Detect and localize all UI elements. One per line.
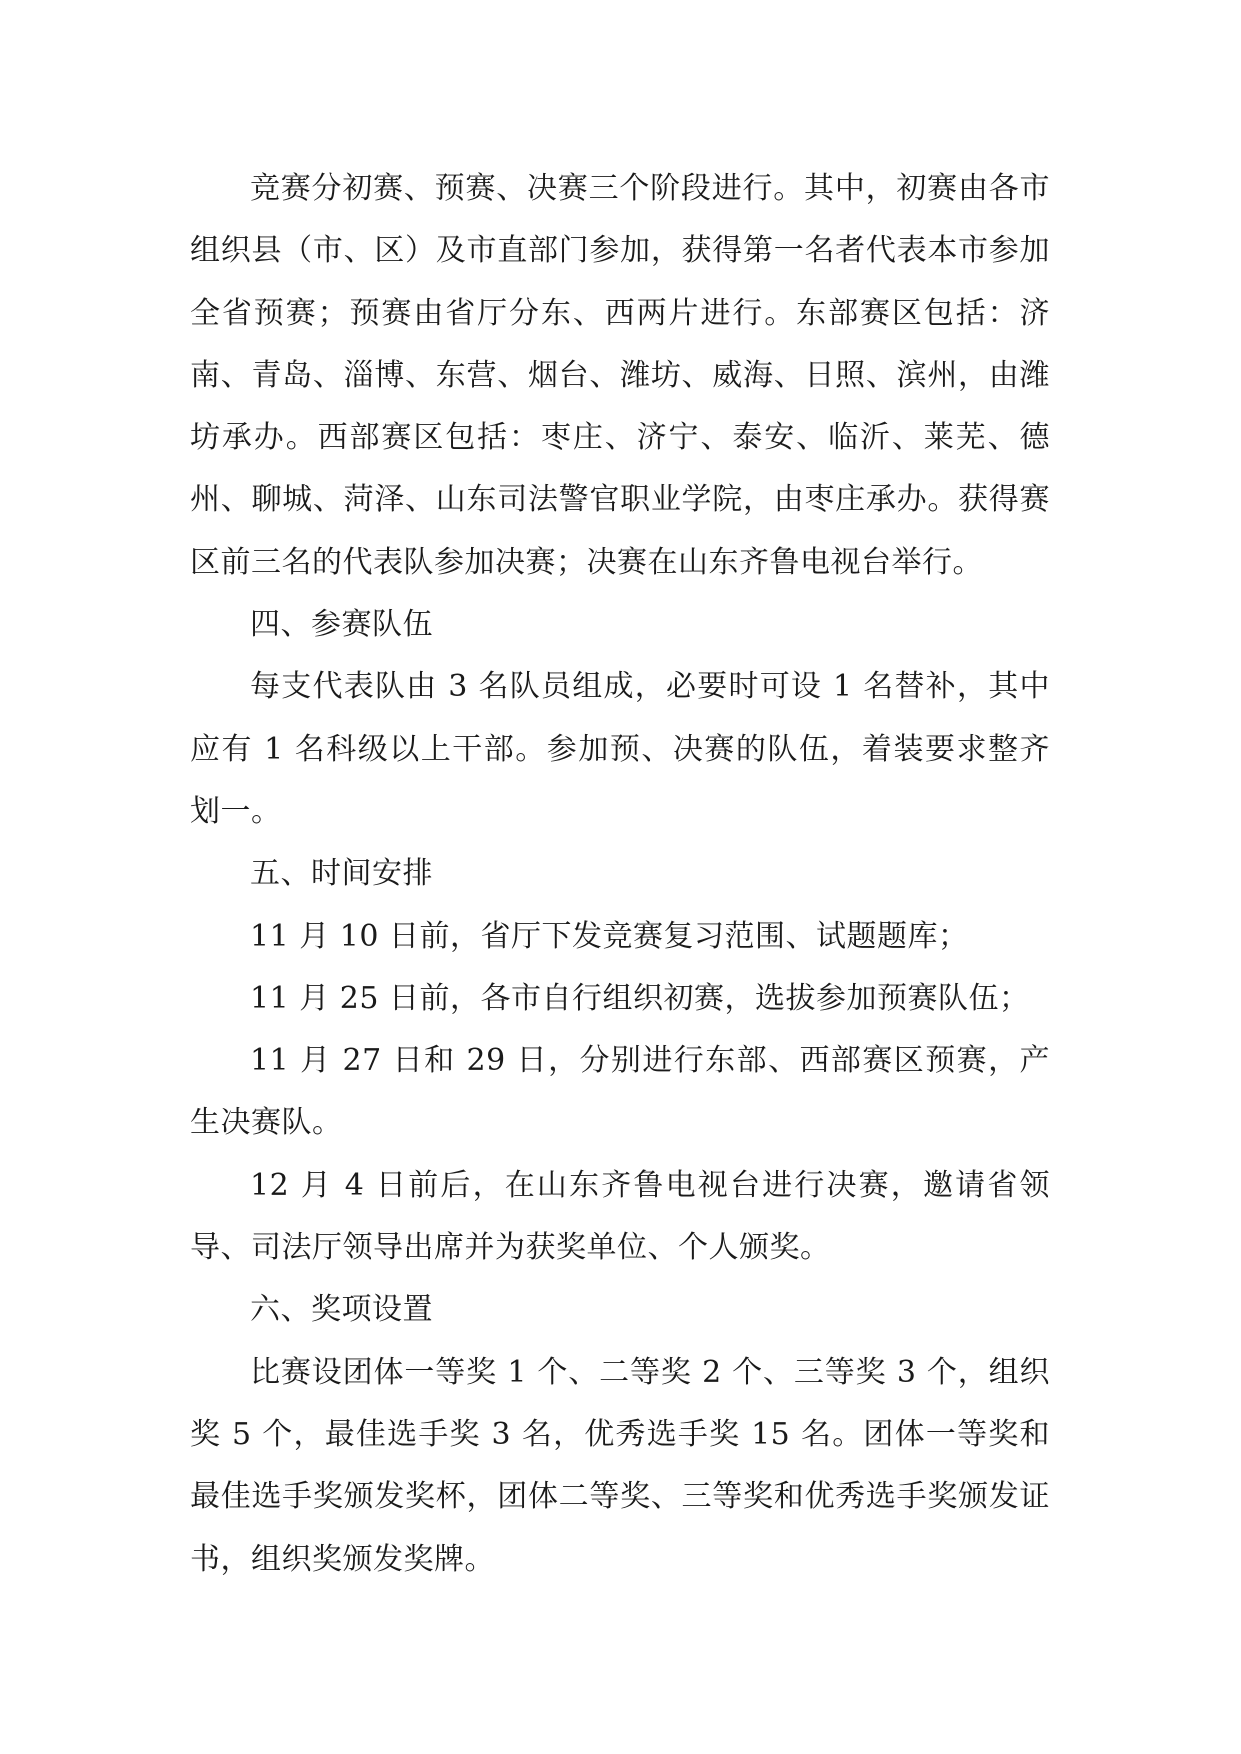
paragraph-competition-stages: 竞赛分初赛、预赛、决赛三个阶段进行。其中，初赛由各市组织县（市、区）及市直部门参加，获得第一名者代表本市参加全省预赛；预赛由省厅分东、西两片进行。东部赛区包括：济南、青岛、淄博、东营、烟台、潍坊、威海、日照、滨州，由潍坊承办。西部赛区包括：枣庄、济宁、泰安、临沂、莱芜、德州、聊城、菏泽、山东司法警官职业学院，由枣庄承办。获得赛区前三名的代表队参加决赛；决赛在山东齐鲁电视台举行。 bbox=[190, 171, 1050, 580]
paragraph-team-composition: 每支代表队由 3 名队员组成，必要时可设 1 名替补，其中应有 1 名科级以上干部。参加预、决赛的队伍，着装要求整齐划一。 bbox=[190, 669, 1050, 829]
paragraph-schedule-dec-4: 12 月 4 日前后，在山东齐鲁电视台进行决赛，邀请省领导、司法厅领导出席并为获奖单位、个人颁奖。 bbox=[190, 1167, 1050, 1266]
heading-participating-teams: 四、参赛队伍 bbox=[250, 607, 433, 643]
paragraph-schedule-nov-25: 11 月 25 日前，各市自行组织初赛，选拔参加预赛队伍； bbox=[250, 980, 1030, 1016]
heading-awards: 六、奖项设置 bbox=[250, 1292, 433, 1328]
paragraph-awards-detail: 比赛设团体一等奖 1 个、二等奖 2 个、三等奖 3 个，组织奖 5 个，最佳选手奖 3 名，优秀选手奖 15 名。团体一等奖和最佳选手奖颁发奖杯，团体二等奖、三等奖和优秀选手奖颁发证书，组织奖颁发奖牌。 bbox=[190, 1354, 1050, 1577]
document-body bbox=[190, 158, 1050, 1591]
paragraph-schedule-nov-10: 11 月 10 日前，省厅下发竞赛复习范围、试题题库； bbox=[250, 918, 969, 954]
paragraph-schedule-nov-27-29: 11 月 27 日和 29 日，分别进行东部、西部赛区预赛，产生决赛队。 bbox=[190, 1043, 1050, 1141]
heading-schedule: 五、时间安排 bbox=[250, 856, 433, 892]
